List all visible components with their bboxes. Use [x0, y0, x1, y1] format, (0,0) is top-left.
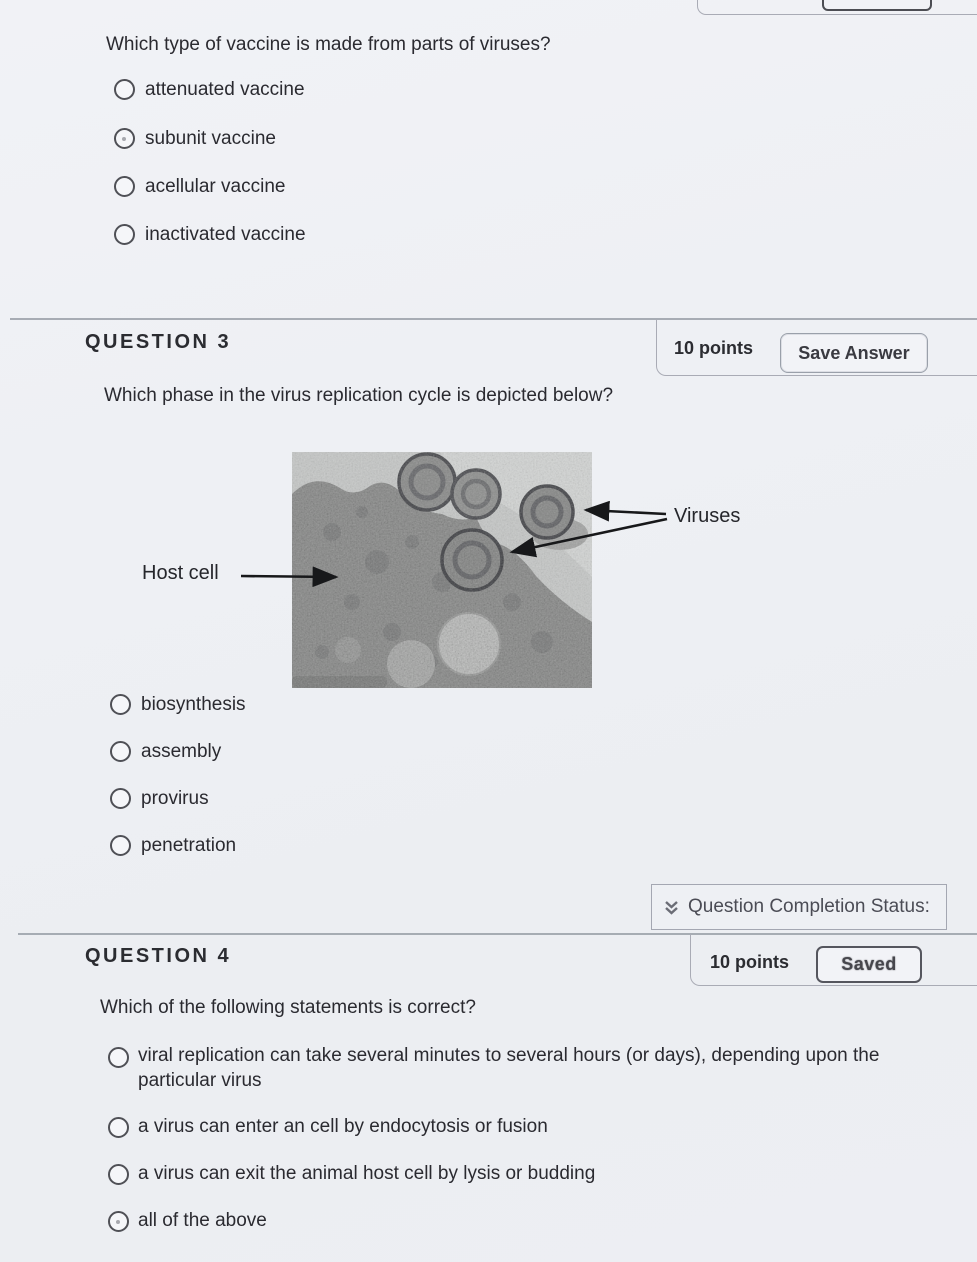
option-label-all-of-the-above[interactable]: all of the above [138, 1210, 267, 1231]
question4-header: QUESTION 4 [85, 945, 232, 967]
option-label-subunit-vaccine[interactable]: subunit vaccine [145, 128, 276, 149]
option-label-virus-exit-cell[interactable]: a virus can exit the animal host cell by lysis or budding [138, 1163, 596, 1184]
question-completion-status[interactable] [651, 884, 947, 930]
question4-points: 10 points [710, 952, 790, 972]
electron-micrograph [292, 452, 592, 693]
radio-provirus[interactable] [110, 788, 131, 809]
question-text: Which type of vaccine is made from parts of viruses? [106, 34, 551, 55]
viruses-label: Viruses [674, 505, 741, 527]
previous-question-save-button-partial[interactable] [822, 0, 932, 11]
option-label-assembly[interactable]: assembly [141, 741, 222, 762]
radio-all-of-the-above[interactable] [108, 1211, 129, 1232]
double-chevron-down-icon [664, 900, 679, 915]
radio-inactivated-vaccine[interactable] [114, 224, 135, 245]
radio-virus-exit-cell[interactable] [108, 1164, 129, 1185]
radio-subunit-vaccine[interactable] [114, 128, 135, 149]
question3-header: QUESTION 3 [85, 331, 232, 353]
option-label-attenuated-vaccine[interactable]: attenuated vaccine [145, 79, 305, 100]
radio-virus-enter-cell[interactable] [108, 1117, 129, 1138]
question-completion-status-label: Question Completion Status: [688, 896, 930, 917]
option-label-provirus[interactable]: provirus [141, 788, 209, 809]
option-label-virus-enter-cell[interactable]: a virus can enter an cell by endocytosis or fusion [138, 1116, 548, 1137]
radio-biosynthesis[interactable] [110, 694, 131, 715]
question3-points: 10 points [674, 338, 754, 358]
question3-save-answer-button[interactable]: Save Answer [780, 333, 928, 373]
question3-text: Which phase in the virus replication cycle is depicted below? [104, 385, 614, 406]
radio-attenuated-vaccine[interactable] [114, 79, 135, 100]
option-label-acellular-vaccine[interactable]: acellular vaccine [145, 176, 286, 197]
radio-acellular-vaccine[interactable] [114, 176, 135, 197]
option-label-penetration[interactable]: penetration [141, 835, 237, 856]
radio-viral-replication-time[interactable] [108, 1047, 129, 1068]
option-label-biosynthesis[interactable]: biosynthesis [141, 694, 246, 715]
radio-penetration[interactable] [110, 835, 131, 856]
question4-saved-button[interactable]: Saved [816, 946, 922, 983]
radio-assembly[interactable] [110, 741, 131, 762]
option-label-inactivated-vaccine[interactable]: inactivated vaccine [145, 224, 306, 245]
host-cell-label: Host cell [142, 562, 219, 584]
question4-text: Which of the following statements is correct? [100, 997, 476, 1018]
option-label-viral-replication-time[interactable]: viral replication can take several minutes to several hours (or days), depending upon the particular virus [138, 1045, 880, 1091]
